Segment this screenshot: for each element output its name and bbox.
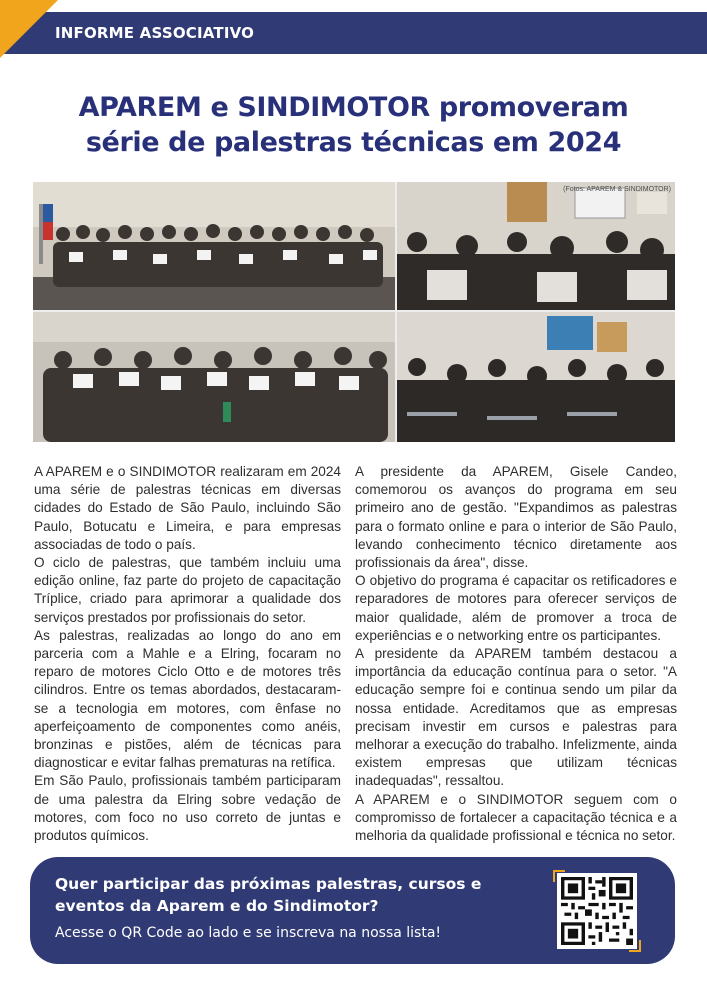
photo-audience-presentation — [397, 182, 675, 310]
article-paragraph: O objetivo do programa é capacitar os retificadores e reparadores de motores para oferecer serviços de maior qualidade, além de promover a troca de experiências e o networking entre os participantes. — [355, 573, 677, 643]
article-paragraph: A presidente da APAREM também destacou a importância da educação contínua para o setor. "A educação sempre foi e continua sendo um pilar da nossa entidade. Acreditamos que as empresas precisam investir em cursos e palestras para melhorar a execução do trabalho. Infelizmente, ainda existem empresas que utilizam técnicas inadequadas", ressaltou. — [355, 646, 677, 789]
section-label: INFORME ASSOCIATIVO — [55, 24, 255, 42]
qr-code[interactable] — [557, 873, 637, 949]
photo-classroom — [397, 312, 675, 442]
header-band — [0, 12, 707, 54]
article-column-right — [355, 463, 677, 845]
article-paragraph: Em São Paulo, profissionais também participaram de uma palestra da Elring sobre vedação de motores, com foco no uso correto de juntas e produtos químicos. — [34, 773, 341, 844]
article-title-line-1: APAREM e SINDIMOTOR promoveram — [78, 92, 629, 123]
photo-participants-certificates — [33, 312, 395, 442]
article-column-left — [34, 463, 341, 845]
cta-subtitle: Acesse o QR Code ao lado e se inscreva na nossa lista! — [55, 925, 442, 941]
article-paragraph: A APAREM e o SINDIMOTOR realizaram em 2024 uma série de palestras técnicas em diversas cidades do Estado de São Paulo, incluindo São Paulo, Botucatu e Limeira, e para empresas associadas de todo o país. — [34, 464, 341, 552]
article-title — [30, 90, 677, 160]
photo-credit: (Fotos: APAREM & SINDIMOTOR) — [563, 186, 671, 193]
qr-code-icon — [561, 877, 633, 945]
corner-accent — [0, 0, 58, 58]
qr-code-frame[interactable] — [553, 870, 641, 952]
article-title-line-2: série de palestras técnicas em 2024 — [85, 127, 622, 158]
cta-title: Quer participar das próximas palestras, cursos e eventos da Aparem e do Sindimotor? — [55, 875, 482, 915]
article-paragraph: A presidente da APAREM, Gisele Candeo, comemorou os avanços do programa em seu primeiro ano de gestão. "Expandimos as palestras para o formato online e para o interior de São Paulo, levando conhecimento técnico diretamente aos profissionais da área", disse. — [355, 464, 677, 571]
article-paragraph: O ciclo de palestras, que também incluiu uma edição online, faz parte do projeto de capacitação Tríplice, criado para aprimorar a qualidade dos serviços prestados por profissionais do setor. — [34, 555, 341, 625]
photo-collage — [33, 182, 675, 442]
photo-group-certificates — [33, 182, 395, 310]
article-paragraph: As palestras, realizadas ao longo do ano em parceria com a Mahle e a Elring, focaram no reparo de motores Ciclo Otto e de motores três cilindros. Entre os temas abordados, destacaram-se a tecnologia em motores, com ênfase no aperfeiçoamento de componentes como anéis, bronzinas e pistões, além de técnicas para diagnosticar e evitar falhas prematuras na retífica. — [34, 627, 341, 771]
cta-banner — [30, 857, 675, 964]
article-paragraph: A APAREM e o SINDIMOTOR seguem com o compromisso de fortalecer a capacitação técnica e a melhoria da qualidade profissional e técnica no setor. — [355, 791, 677, 844]
